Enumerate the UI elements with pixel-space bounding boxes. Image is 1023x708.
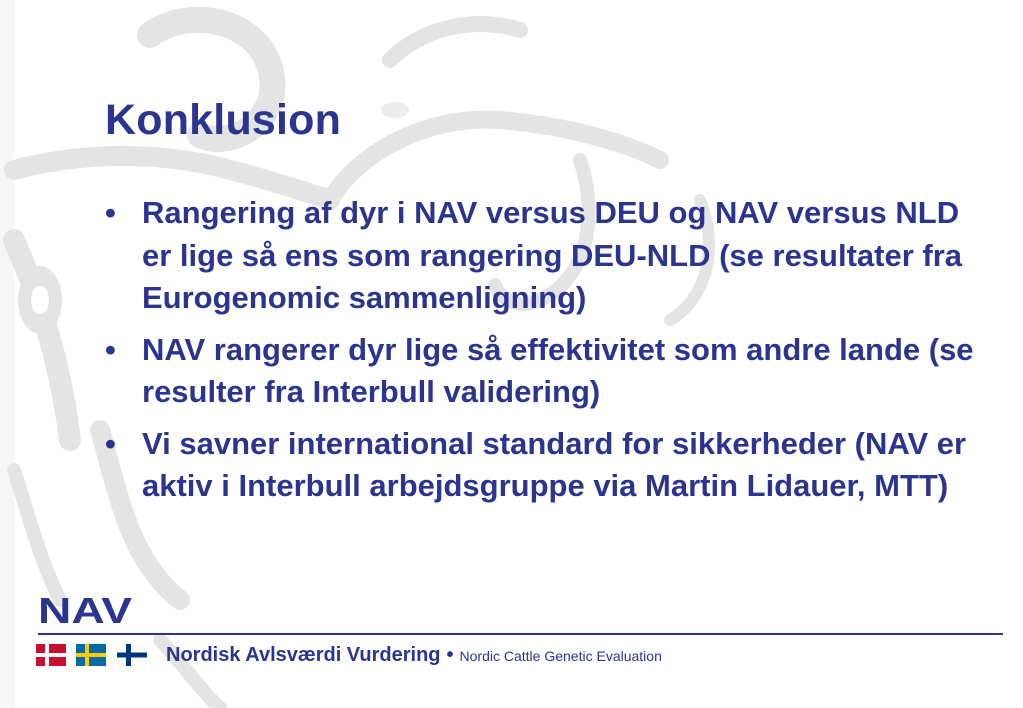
- bullet-text: NAV rangerer dyr lige så effektivitet som andre lande (se resulter fra Interbull validering): [142, 331, 974, 409]
- denmark-flag-icon: [36, 644, 66, 666]
- bullet-marker: •: [105, 425, 116, 461]
- bullet-marker: •: [105, 195, 116, 230]
- nav-logo-text: NAV: [38, 594, 132, 626]
- slide-title: Konklusion: [105, 96, 342, 144]
- bullet-text: Vi savner international standard for sikkerheder (NAV er aktiv i Interbull arbejdsgruppe via Martin Lidauer, MTT): [142, 425, 967, 503]
- bullet-item: [102, 329, 982, 414]
- bullet-item: [102, 192, 982, 320]
- bullet-text: Rangering af dyr i NAV versus DEU og NAV versus NLD er lige så ens som rangering DEU-NLD (se resultater fra Eurogenomic sammenligning): [142, 195, 963, 315]
- sweden-flag-icon: [76, 644, 106, 666]
- finland-flag-icon: [117, 644, 147, 666]
- footer-sub-text: Nordic Cattle Genetic Evaluation: [459, 648, 662, 664]
- bullet-item: [102, 423, 982, 508]
- nav-logo: [38, 594, 134, 626]
- bullet-list: [102, 192, 982, 517]
- footer-caption: [166, 644, 662, 667]
- footer-divider: [38, 633, 1003, 635]
- bullet-marker: •: [105, 331, 116, 367]
- footer-separator: •: [446, 644, 454, 666]
- footer-main-text: Nordisk Avlsværdi Vurdering: [166, 644, 441, 666]
